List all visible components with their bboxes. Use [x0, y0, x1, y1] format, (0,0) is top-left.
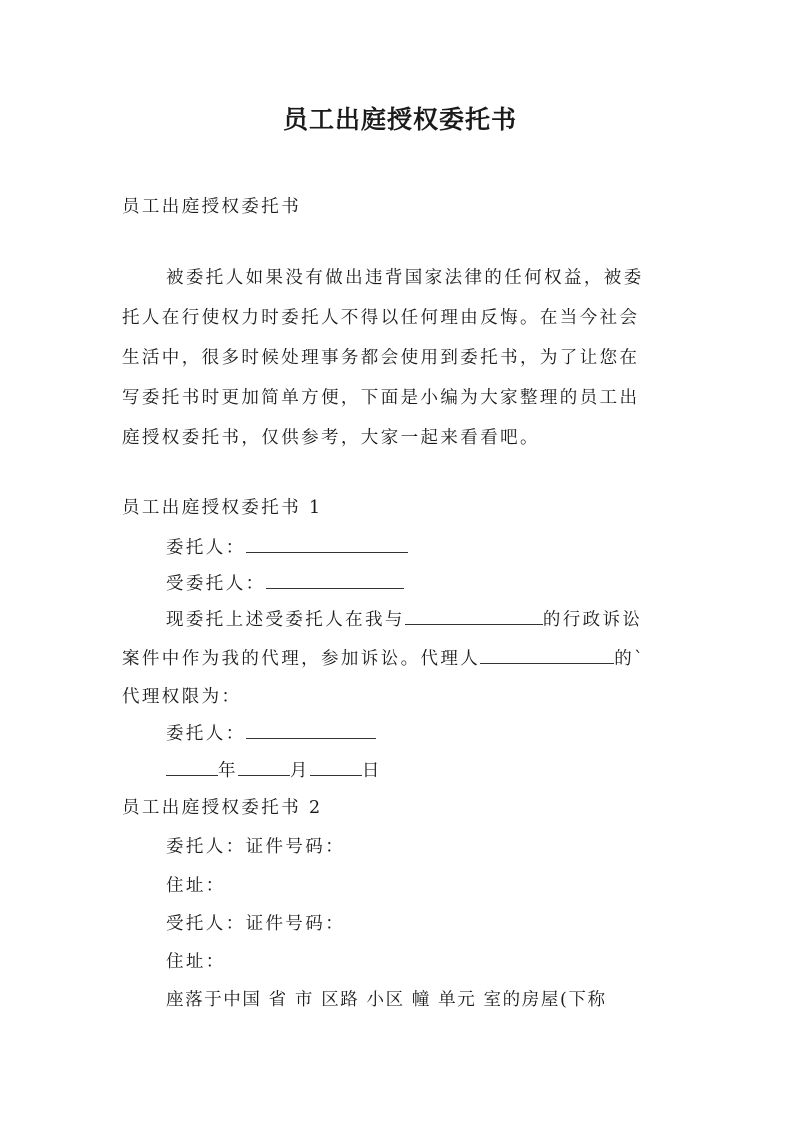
sign-line — [166, 720, 376, 745]
address-line-1: 住址： — [166, 876, 226, 896]
body-line-1-b: 的行政诉讼 — [542, 610, 643, 630]
body-line-2-b: 的` — [614, 649, 646, 669]
intro-line-5: 庭授权委托书，仅供参考，大家一起来看看吧。 — [122, 428, 540, 448]
agent-blank — [266, 572, 404, 589]
agent-name-blank — [480, 647, 614, 664]
body-line-1 — [166, 606, 642, 631]
agent-line — [166, 570, 404, 595]
principal-label: 委托人： — [166, 538, 246, 558]
day-blank — [310, 759, 362, 776]
address-line-2: 住址： — [166, 952, 226, 972]
principal-line — [166, 534, 408, 559]
intro-line-3: 生活中，很多时候处理事务都会使用到委托书，为了让您在 — [122, 348, 640, 368]
agent-id-line: 受托人：证件号码： — [166, 914, 346, 934]
intro-line-4: 写委托书时更加简单方便，下面是小编为大家整理的员工出 — [122, 388, 640, 408]
month-label: 月 — [289, 761, 310, 781]
property-line: 座落于中国 省 市 区路 小区 幢 单元 室的房屋(下称 — [166, 990, 607, 1010]
year-label: 年 — [218, 761, 238, 781]
principal-id-line: 委托人：证件号码： — [166, 837, 346, 857]
sign-label: 委托人： — [166, 724, 246, 744]
intro-line-2: 托人在行使权力时委托人不得以任何理由反悔。在当今社会 — [122, 308, 640, 328]
section2-heading: 员工出庭授权委托书 2 — [122, 798, 323, 818]
month-blank — [238, 759, 290, 776]
document-subtitle: 员工出庭授权委托书 — [122, 197, 302, 217]
year-blank — [166, 759, 218, 776]
case-party-blank — [405, 608, 543, 625]
day-label: 日 — [361, 761, 382, 781]
principal-blank — [246, 536, 408, 553]
body-line-2 — [122, 645, 645, 670]
body-line-2-a: 案件中作为我的代理，参加诉讼。代理人 — [122, 649, 481, 669]
body-line-1-a: 现委托上述受委托人在我与 — [166, 610, 405, 630]
date-line — [166, 757, 382, 782]
section1-heading: 员工出庭授权委托书 1 — [122, 498, 323, 518]
sign-blank — [246, 722, 376, 739]
body-line-3: 代理权限为： — [122, 687, 242, 707]
agent-label: 受委托人： — [166, 574, 266, 594]
document-title: 员工出庭授权委托书 — [282, 105, 517, 134]
intro-line-1: 被委托人如果没有做出违背国家法律的任何权益，被委 — [166, 268, 644, 288]
